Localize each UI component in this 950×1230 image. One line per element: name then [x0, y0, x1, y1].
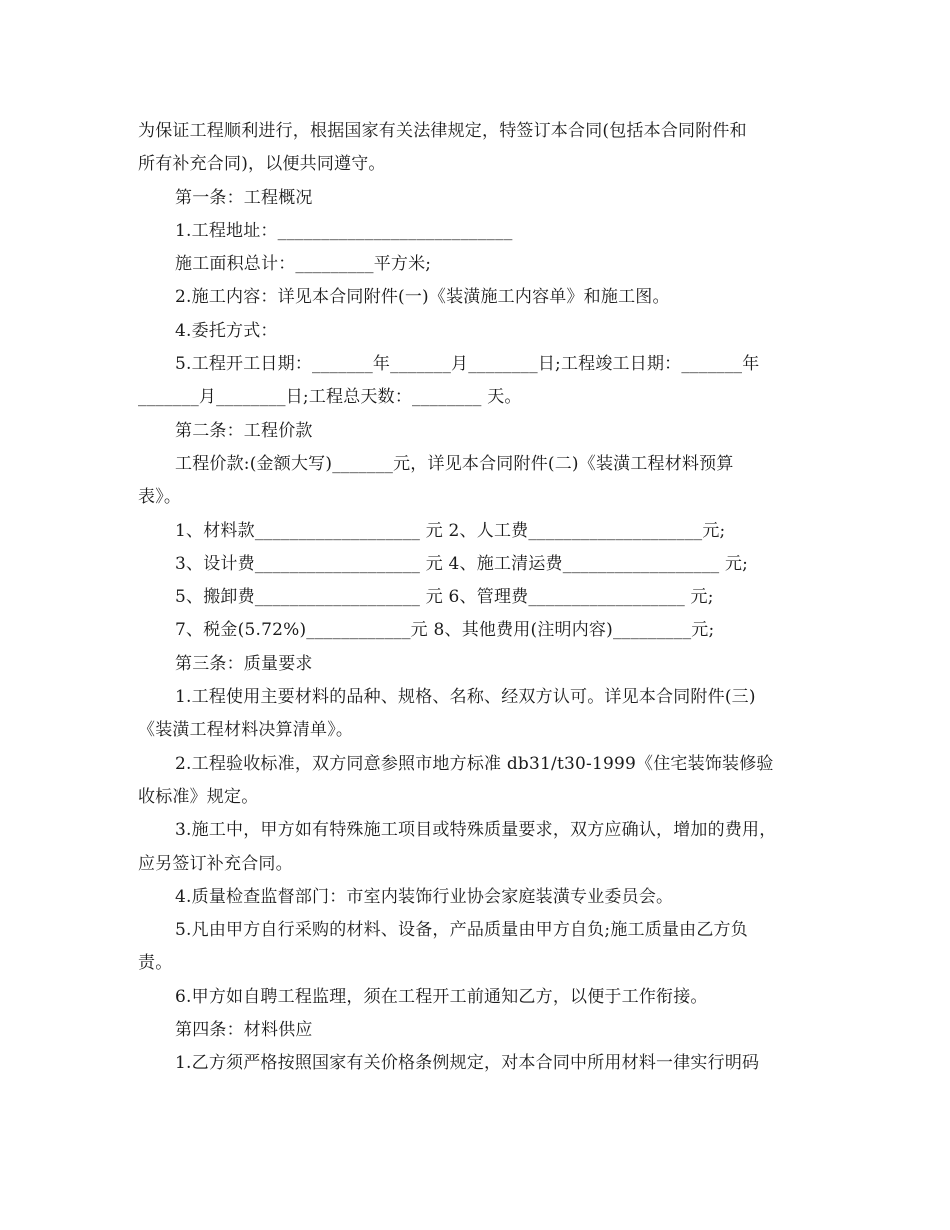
paragraph-line: 5.凡由甲方自行采购的材料、设备，产品质量由甲方自负;施工质量由乙方负 — [175, 920, 748, 941]
fee-line: 1、材料款___________________ 元 2、人工费____________________元; — [175, 520, 726, 541]
paragraph-line: 4.委托方式： — [175, 320, 278, 341]
fee-line: 5、搬卸费___________________ 元 6、管理费__________________ 元; — [175, 587, 714, 608]
paragraph-line: 2.工程验收标准，双方同意参照市地方标准 db31/t30-1999《住宅装饰装修验 — [175, 753, 774, 774]
paragraph-line: 1.乙方须严格按照国家有关价格条例规定，对本合同中所用材料一律实行明码 — [175, 1053, 760, 1074]
fee-line: 7、税金(5.72%)____________元 8、其他费用(注明内容)_________元; — [175, 620, 715, 641]
paragraph-line: 工程价款:(金额大写)_______元，详见本合同附件(二)《装潢工程材料预算 — [175, 453, 734, 474]
section-heading: 第一条：工程概况 — [175, 187, 313, 208]
paragraph-line: 《装潢工程材料决算清单》。 — [138, 720, 354, 741]
paragraph-line: 1.工程地址：___________________________ — [175, 220, 513, 241]
fee-line: 3、设计费___________________ 元 4、施工清运费__________________ 元; — [175, 553, 749, 574]
section-heading: 第二条：工程价款 — [175, 420, 313, 441]
paragraph-line: 为保证工程顺利进行，根据国家有关法律规定，特签订本合同(包括本合同附件和 — [138, 121, 747, 141]
paragraph-line: 施工面积总计：_________平方米; — [175, 254, 432, 275]
paragraph-line: 所有补充合同)，以便共同遵守。 — [138, 154, 386, 175]
paragraph-line: 1.工程使用主要材料的品种、规格、名称、经双方认可。详见本合同附件(三) — [175, 687, 756, 708]
paragraph-line: 3.施工中，甲方如有特殊施工项目或特殊质量要求，双方应确认，增加的费用， — [175, 820, 777, 841]
paragraph-line: 表》。 — [138, 487, 182, 508]
paragraph-line: 5.工程开工日期：_______年_______月________日;工程竣工日期：_______年 — [175, 354, 760, 375]
paragraph-line: 收标准》规定。 — [138, 786, 259, 807]
paragraph-line: 应另签订补充合同。 — [138, 853, 293, 874]
section-heading: 第三条：质量要求 — [175, 653, 313, 674]
paragraph-line: _______月________日;工程总天数：________ 天。 — [138, 387, 522, 408]
contract-body — [138, 115, 838, 1081]
paragraph-line: 4.质量检查监督部门：市室内装饰行业协会家庭装潢专业委员会。 — [175, 886, 674, 907]
section-heading: 第四条：材料供应 — [175, 1020, 313, 1041]
paragraph-line: 责。 — [138, 953, 173, 974]
paragraph-line: 2.施工内容：详见本合同附件(一)《装潢施工内容单》和施工图。 — [175, 287, 670, 308]
paragraph-line: 6.甲方如自聘工程监理，须在工程开工前通知乙方，以便于工作衔接。 — [175, 986, 708, 1007]
